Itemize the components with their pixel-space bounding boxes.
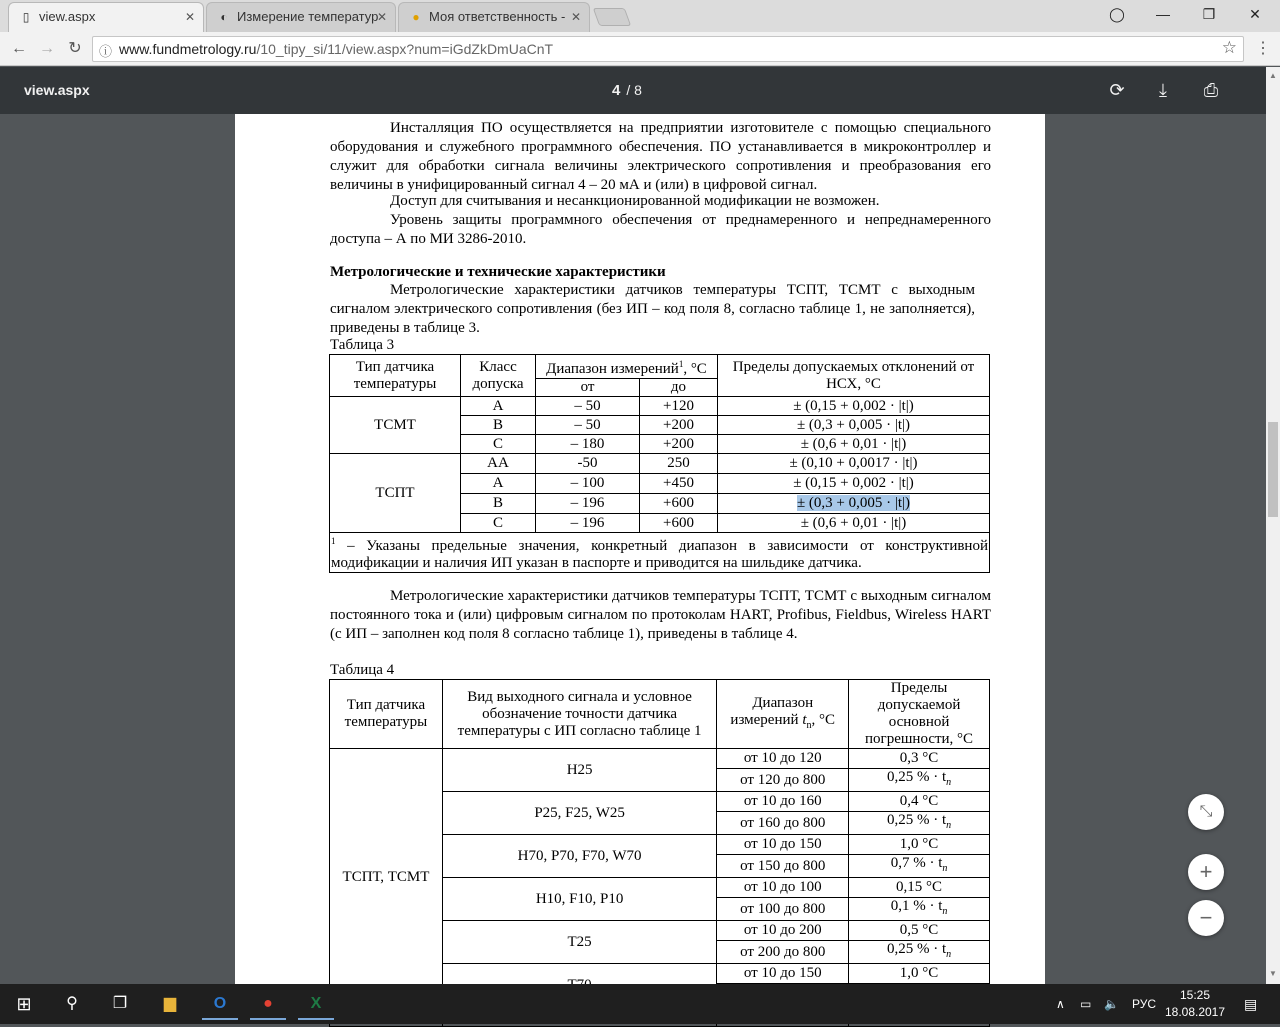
volume-icon[interactable]: 🔈: [1104, 997, 1119, 1011]
error-cell: 0,25 % · $t_n$: [849, 812, 990, 835]
table-row: [330, 749, 990, 769]
minimize-button[interactable]: —: [1156, 6, 1170, 22]
image-icon: ◐: [220, 10, 228, 24]
range-cell: от 10 до 120: [717, 749, 849, 769]
cell: ± (0,3 + 0,005 · |t|): [718, 416, 990, 435]
address-bar[interactable]: [92, 36, 1244, 62]
range-cell: от 160 до 800: [717, 812, 849, 835]
footnote: $^1$ – Указаны предельные значения, конкретный диапазон в зависимости от конструктивной модификации и наличия ИП указан в паспорте и приводится на шильдике датчика.: [330, 533, 990, 573]
error-cell: 0,4 °С: [849, 792, 990, 812]
cell: +600: [640, 514, 718, 533]
error-cell: 0,7 % · $t_n$: [849, 855, 990, 878]
toolbar: [0, 32, 1280, 66]
reload-icon[interactable]: ↻: [68, 40, 82, 57]
rotate-icon[interactable]: ⟳: [1109, 80, 1125, 100]
range-cell: от 10 до 160: [717, 792, 849, 812]
range-cell: от 10 до 150: [717, 964, 849, 984]
error-cell: 1,0 °С: [849, 835, 990, 855]
language-indicator[interactable]: РУС: [1132, 997, 1157, 1011]
scroll-thumb[interactable]: [1268, 422, 1278, 517]
cell: ± (0,6 + 0,01 · |t|): [718, 514, 990, 533]
section-heading: Метрологические и технические характеристики: [330, 264, 666, 280]
chevron-up-icon[interactable]: ∧: [1056, 997, 1065, 1011]
forward-icon[interactable]: →: [39, 40, 55, 57]
error-cell: 0,25 % · $t_n$: [849, 941, 990, 964]
cell: – 50: [536, 397, 640, 416]
table-row: [330, 397, 990, 416]
paragraph: Метрологические характеристики датчиков температуры ТСПТ, ТСМТ с выходным сигналом электрического сопротивления (без ИП – код поля 8, согласно таблице 1, не заполняется), приведены в таблице 3.: [330, 282, 975, 336]
download-icon[interactable]: ⤓: [1159, 80, 1167, 100]
pdf-title: view.aspx: [24, 82, 90, 98]
fit-to-page-button[interactable]: ⤡: [1188, 794, 1224, 830]
cell: A: [461, 397, 536, 416]
header-cell: до: [640, 379, 718, 397]
signal-cell: H25: [442, 749, 716, 792]
signal-cell: H10, F10, P10: [442, 878, 716, 921]
header-cell: Вид выходного сигнала и условное обозначение точности датчика температуры с ИП согласно таблице 1: [442, 680, 716, 749]
tab-strip: [0, 0, 1280, 32]
cell: B: [461, 494, 536, 514]
header-cell: Пределы допускаемой основной погрешности, °С: [849, 680, 990, 749]
tab-view-aspx[interactable]: [8, 2, 204, 32]
cell: – 50: [536, 416, 640, 435]
header-cell: Пределы допускаемых отклонений от НСХ, °С: [718, 355, 990, 397]
group-cell: ТСМТ: [330, 397, 461, 454]
error-cell: 0,25 % · $t_n$: [849, 769, 990, 792]
range-cell: от 150 до 800: [717, 855, 849, 878]
cell: +120: [640, 397, 718, 416]
range-cell: от 120 до 800: [717, 769, 849, 792]
table-caption: Таблица 3: [330, 337, 395, 353]
header-cell: Диапазон измерений$^1$, °С: [536, 355, 718, 379]
cell: AA: [461, 454, 536, 474]
page-icon: ▯: [22, 10, 30, 24]
close-icon[interactable]: ✕: [376, 10, 387, 24]
footnote-row: [330, 533, 990, 573]
paragraph: Уровень защиты программного обеспечения от преднамеренного и непреднамеренного доступа – А по МИ 3286-2010.: [330, 212, 991, 247]
range-cell: от 10 до 200: [717, 921, 849, 941]
new-tab-button[interactable]: [593, 8, 632, 26]
group-cell: ТСПТ, ТСМТ: [330, 749, 443, 1027]
date: 18.08.2017: [1164, 1005, 1226, 1019]
cell: +200: [640, 416, 718, 435]
vertical-scrollbar[interactable]: [1266, 67, 1280, 984]
time: 15:25: [1179, 988, 1211, 1002]
table-caption: Таблица 4: [330, 662, 395, 678]
paragraph: Доступ для считывания и несанкционированной модификации не возможен.: [390, 193, 880, 209]
error-cell: 0,3 °С: [849, 749, 990, 769]
cell: +450: [640, 474, 718, 494]
cell: C: [461, 435, 536, 454]
chrome-icon[interactable]: ●: [250, 988, 286, 1020]
table-row: [330, 454, 990, 474]
cell: +600: [640, 494, 718, 514]
selected-text[interactable]: ± (0,3 + 0,005 · |t|): [796, 495, 911, 511]
cell: C: [461, 514, 536, 533]
cell: ± (0,6 + 0,01 · |t|): [718, 435, 990, 454]
close-icon[interactable]: ✕: [570, 10, 581, 24]
cell: ± (0,10 + 0,0017 · |t|): [718, 454, 990, 474]
back-icon[interactable]: ←: [11, 40, 27, 57]
header-cell: Тип датчика температуры: [330, 355, 461, 397]
tab-label: view.aspx: [39, 9, 96, 24]
outlook-icon[interactable]: O: [202, 988, 238, 1020]
table-4-viewport: [329, 679, 990, 984]
page-indicator: [612, 67, 642, 114]
cell: – 196: [536, 514, 640, 533]
header-cell: Тип датчика температуры: [330, 680, 443, 749]
header-cell: от: [536, 379, 640, 397]
cell-highlighted[interactable]: [718, 494, 990, 514]
paragraph: Инсталляция ПО осуществляется на предприятии изготовителе с помощью специального оборудования и служебного программного обеспечения. ПО устанавливается в микроконтроллер и служит для обработки сигнала величины электрического сопротивления и преобразования его величины в унифицированный сигнал 4 – 20 мА и (или) в цифровой сигнал.: [330, 120, 991, 193]
task-view-icon[interactable]: ❐: [112, 995, 128, 1012]
tab-temperature[interactable]: [206, 2, 396, 32]
signal-cell: P25, F25, W25: [442, 792, 716, 835]
pdf-toolbar: [0, 67, 1266, 114]
table-3: [329, 354, 990, 573]
network-icon[interactable]: ▭: [1080, 997, 1092, 1011]
header-cell: Класс допуска: [461, 355, 536, 397]
error-cell: 0,15 °С: [849, 878, 990, 898]
cell: 250: [640, 454, 718, 474]
group-cell: ТСПТ: [330, 454, 461, 533]
cell: – 100: [536, 474, 640, 494]
cell: – 180: [536, 435, 640, 454]
scroll-down-icon[interactable]: ▼: [1269, 969, 1277, 978]
menu-icon[interactable]: ⋮: [1255, 40, 1271, 57]
close-window-button[interactable]: ✕: [1249, 6, 1261, 22]
tab-label: Моя ответственность -: [429, 9, 566, 24]
error-cell: 0,1 % · $t_n$: [849, 898, 990, 921]
notifications-icon[interactable]: ▤: [1244, 996, 1258, 1012]
range-cell: от 100 до 800: [717, 898, 849, 921]
chrome-icon: ●: [412, 10, 420, 24]
profile-icon[interactable]: ◯: [1109, 6, 1125, 22]
scroll-up-icon[interactable]: ▲: [1269, 71, 1277, 80]
url-text: www.fundmetrology.ru/10_tipy_si/11/view.aspx?num=iGdZkDmUaCnT: [119, 41, 554, 57]
maximize-button[interactable]: ❐: [1202, 6, 1216, 22]
zoom-out-button[interactable]: −: [1188, 900, 1224, 936]
print-icon[interactable]: ⎙: [1203, 80, 1219, 100]
cell: – 196: [536, 494, 640, 514]
error-cell: 1,0 °С: [849, 964, 990, 984]
range-cell: от 10 до 100: [717, 878, 849, 898]
zoom-in-button[interactable]: +: [1188, 854, 1224, 890]
cell: +200: [640, 435, 718, 454]
paragraph: Метрологические характеристики датчиков температуры ТСПТ, ТСМТ с выходным сигналом постоянного тока и (или) цифровым сигналом по протоколам HART, Profibus, Fieldbus, Wireless HART (с ИП – заполнен код поля 8 согласно таблице 1), приведены в таблице 4.: [330, 588, 991, 642]
close-icon[interactable]: ✕: [184, 10, 195, 24]
current-page[interactable]: 4: [612, 82, 621, 99]
info-icon[interactable]: ⓘ: [99, 44, 113, 59]
signal-cell: H70, P70, F70, W70: [442, 835, 716, 878]
table-4: [329, 679, 990, 1027]
tab-label: Измерение температур: [237, 9, 379, 24]
header-cell: Диапазон измерений $t_n$, °С: [717, 680, 849, 749]
range-cell: от 10 до 150: [717, 835, 849, 855]
file-explorer-icon[interactable]: ▆: [163, 995, 177, 1012]
range-cell: от 200 до 800: [717, 941, 849, 964]
windows-start-icon[interactable]: ⊞: [16, 994, 32, 1014]
taskbar: [0, 984, 1280, 1024]
tab-responsibility[interactable]: [398, 2, 590, 32]
cell: -50: [536, 454, 640, 474]
cell: ± (0,15 + 0,002 · |t|): [718, 397, 990, 416]
clock[interactable]: [1160, 987, 1230, 1021]
cell: B: [461, 416, 536, 435]
star-icon[interactable]: ☆: [1221, 38, 1237, 57]
cell: ± (0,15 + 0,002 · |t|): [718, 474, 990, 494]
excel-icon[interactable]: X: [298, 988, 334, 1020]
total-pages: / 8: [626, 82, 642, 98]
search-icon[interactable]: ⚲: [66, 995, 78, 1012]
cell: A: [461, 474, 536, 494]
error-cell: 0,5 °С: [849, 921, 990, 941]
signal-cell: T25: [442, 921, 716, 964]
